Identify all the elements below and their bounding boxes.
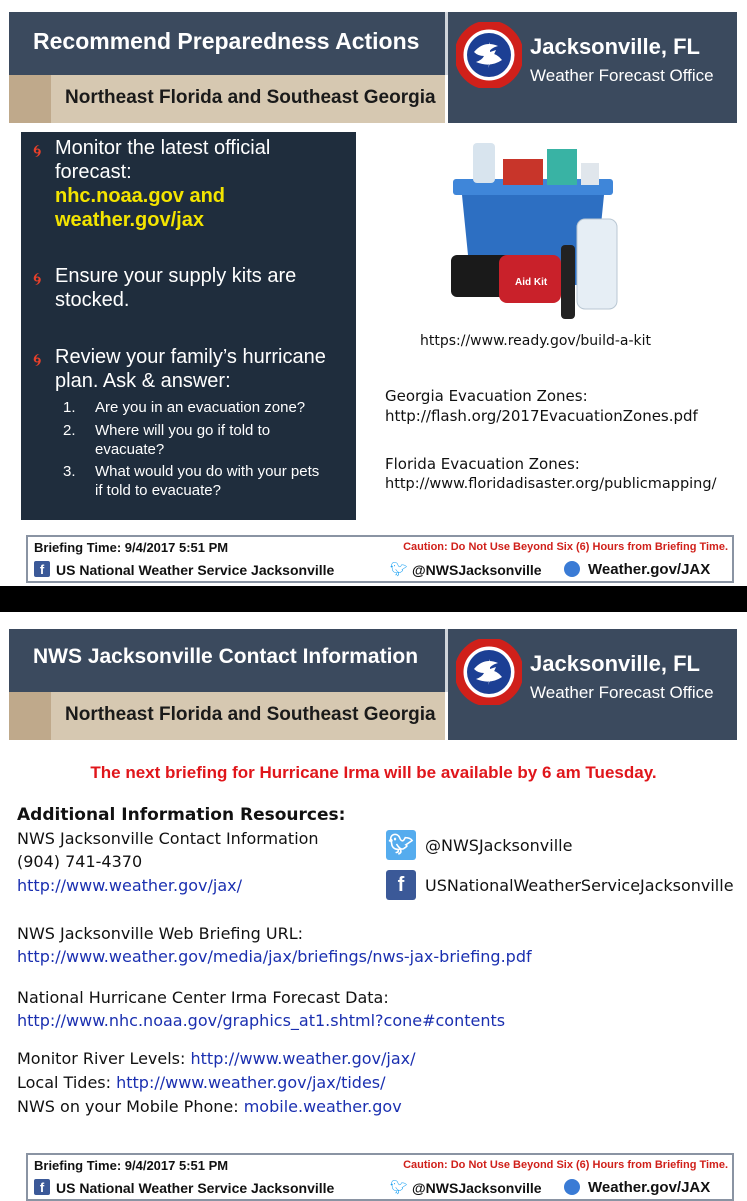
twitter-icon: 🐦︎ [390,561,408,577]
region-bar [9,692,445,740]
region-bar [9,75,445,123]
slide-title: NWS Jacksonville Contact Information [33,645,419,668]
slide-title: Recommend Preparedness Actions [33,28,420,54]
tides-label: Local Tides: [17,1073,117,1092]
nhc-link[interactable]: nhc.noaa.gov [55,185,184,207]
nhc-link[interactable]: http://www.nhc.noaa.gov/graphics_at1.shtml?cone#contents [17,1011,506,1030]
web-briefing-label: NWS Jacksonville Web Briefing URL: [17,924,304,943]
office-panel [448,12,737,123]
jax-link[interactable]: weather.gov/jax [55,209,204,231]
region-label: Northeast Florida and Southeast Georgia [65,87,436,108]
site-link[interactable]: http://www.weather.gov/jax/ [17,876,242,895]
bullet-plan [33,345,343,393]
twitter-link[interactable]: @NWSJacksonville [412,562,542,578]
question-text: What would you do with your pets if told to evacuate? [95,463,320,499]
tides-row [17,1073,386,1092]
facebook-icon: f [34,561,50,577]
office-city: Jacksonville, FL [530,651,700,676]
fl-zones-url[interactable]: http://www.floridadisaster.org/publicmapping/ [385,476,717,492]
facebook-link[interactable]: US National Weather Service Jacksonville [56,1180,335,1196]
caution-note: Caution: Do Not Use Beyond Six (6) Hours from Briefing Time. [403,1159,728,1171]
question-3 [63,462,325,500]
phone-number: (904) 741-4370 [17,852,143,871]
resources-heading: Additional Information Resources: [17,805,346,825]
globe-icon [564,561,580,577]
fl-zones-label: Florida Evacuation Zones: [385,455,580,473]
briefing-time: Briefing Time: 9/4/2017 5:51 PM [34,540,229,555]
twitter-icon: 🐦︎ [390,1179,408,1195]
mobile-label: NWS on your Mobile Phone: [17,1097,244,1116]
nhc-label: National Hurricane Center Irma Forecast Data: [17,988,389,1007]
ga-zones-url[interactable]: http://flash.org/2017EvacuationZones.pdf [385,407,698,425]
office-name: Weather Forecast Office [530,683,714,702]
question-text: Are you in an evacuation zone? [95,399,306,416]
twitter-handle[interactable]: @NWSJacksonville [425,836,573,855]
next-briefing-notice: The next briefing for Hurricane Irma will be available by 6 am Tuesday. [90,763,657,782]
slide-header [9,629,737,740]
mobile-link[interactable]: mobile.weather.gov [243,1097,402,1116]
slide-preparedness [0,0,747,586]
office-city: Jacksonville, FL [530,34,700,59]
river-levels-row [17,1049,416,1068]
aid-kit-label: Aid Kit [515,277,548,288]
region-label: Northeast Florida and Southeast Georgia [65,704,436,725]
nws-logo-icon [456,639,522,705]
office-name: Weather Forecast Office [530,66,714,85]
kit-url[interactable]: https://www.ready.gov/build-a-kit [420,333,652,349]
question-2 [63,421,325,459]
briefing-time: Briefing Time: 9/4/2017 5:51 PM [34,1158,229,1173]
briefing-footer [26,535,734,583]
slide-separator [0,586,747,612]
website-link[interactable]: Weather.gov/JAX [588,561,711,578]
website-link[interactable]: Weather.gov/JAX [588,1179,711,1196]
title-bar [9,629,448,692]
bullet-text: Ensure your supply kits are stocked. [55,265,297,311]
globe-icon [564,1179,580,1195]
bullet-monitor [33,136,333,232]
facebook-icon: f [386,870,416,900]
question-text: Where will you go if told to evacuate? [95,422,271,458]
mobile-row [17,1097,402,1116]
contact-label: NWS Jacksonville Contact Information [17,829,319,848]
slide-header [9,12,737,123]
briefing-footer [26,1153,734,1201]
question-number: 1. [63,399,76,416]
actions-box [21,132,356,520]
facebook-icon: f [34,1179,50,1195]
facebook-link[interactable]: US National Weather Service Jacksonville [56,562,335,578]
caution-note: Caution: Do Not Use Beyond Six (6) Hours from Briefing Time. [403,541,728,553]
nws-logo-icon [456,22,522,88]
question-number: 3. [63,463,76,480]
twitter-link[interactable]: @NWSJacksonville [412,1180,542,1196]
river-link[interactable]: http://www.weather.gov/jax/ [190,1049,416,1068]
bullet-text: Review your family’s hurricane plan. Ask & answer: [55,346,326,392]
question-1 [63,398,325,417]
title-bar [9,12,448,75]
facebook-name[interactable]: USNationalWeatherServiceJacksonville [425,876,734,895]
hurricane-icon: 🌀︎ [33,141,42,161]
tides-link[interactable]: http://www.weather.gov/jax/tides/ [116,1073,386,1092]
office-panel [448,629,737,740]
web-briefing-link[interactable]: http://www.weather.gov/media/jax/briefings/nws-jax-briefing.pdf [17,947,532,966]
question-number: 2. [63,422,76,439]
and-text: and [183,185,226,207]
ga-zones-label: Georgia Evacuation Zones: [385,387,588,405]
twitter-icon: 🐦︎ [386,830,416,860]
river-label: Monitor River Levels: [17,1049,191,1068]
hurricane-icon: 🌀︎ [33,269,42,289]
bullet-supply [33,264,333,312]
bullet-text: Monitor the latest official forecast: [55,137,271,183]
hurricane-icon: 🌀︎ [33,350,42,370]
supply-kit-image [443,135,623,325]
